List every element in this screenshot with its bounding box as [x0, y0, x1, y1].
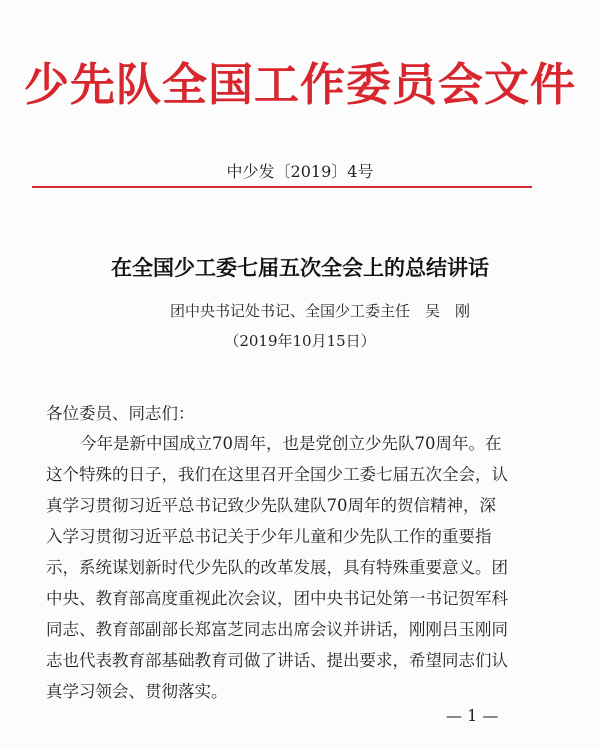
salutation: 各位委员、同志们： — [46, 404, 195, 423]
body-line: 真学习贯彻习近平总书记致少先队建队70周年的贺信精神，深 — [46, 496, 496, 515]
body-line: 同志、教育部副部长郑富芝同志出席会议并讲话，刚刚吕玉刚同 — [46, 620, 508, 639]
body-line: 入学习贯彻习近平总书记关于少年儿童和少先队工作的重要指 — [46, 527, 492, 546]
body-line: 中央、教育部高度重视此次会议，团中央书记处第一书记贺军科 — [46, 589, 508, 608]
speech-title: 在全国少工委七届五次全会上的总结讲话 — [111, 255, 489, 280]
red-divider-line — [32, 186, 532, 188]
issuer-header: 少先队全国工作委员会文件 — [23, 58, 576, 111]
speaker-line: 团中央书记处书记、全国少工委主任 吴 刚 — [169, 302, 470, 320]
body-line: 真学习领会、贯彻落实。 — [46, 682, 228, 701]
body-line: 志也代表教育部基础教育司做了讲话、提出要求，希望同志们认 — [46, 651, 508, 670]
page-number: — 1 — — [446, 706, 499, 725]
body-line: 示，系统谋划新时代少先队的改革发展，具有特殊重要意义。团 — [46, 558, 508, 577]
body-line: 今年是新中国成立70周年，也是党创立少先队70周年。在 — [80, 434, 502, 453]
document-number: 中少发〔2019〕4号 — [226, 162, 374, 181]
speech-date: （2019年10月15日） — [224, 332, 376, 350]
body-line: 这个特殊的日子，我们在这里召开全国少工委七届五次全会，认 — [46, 465, 508, 484]
